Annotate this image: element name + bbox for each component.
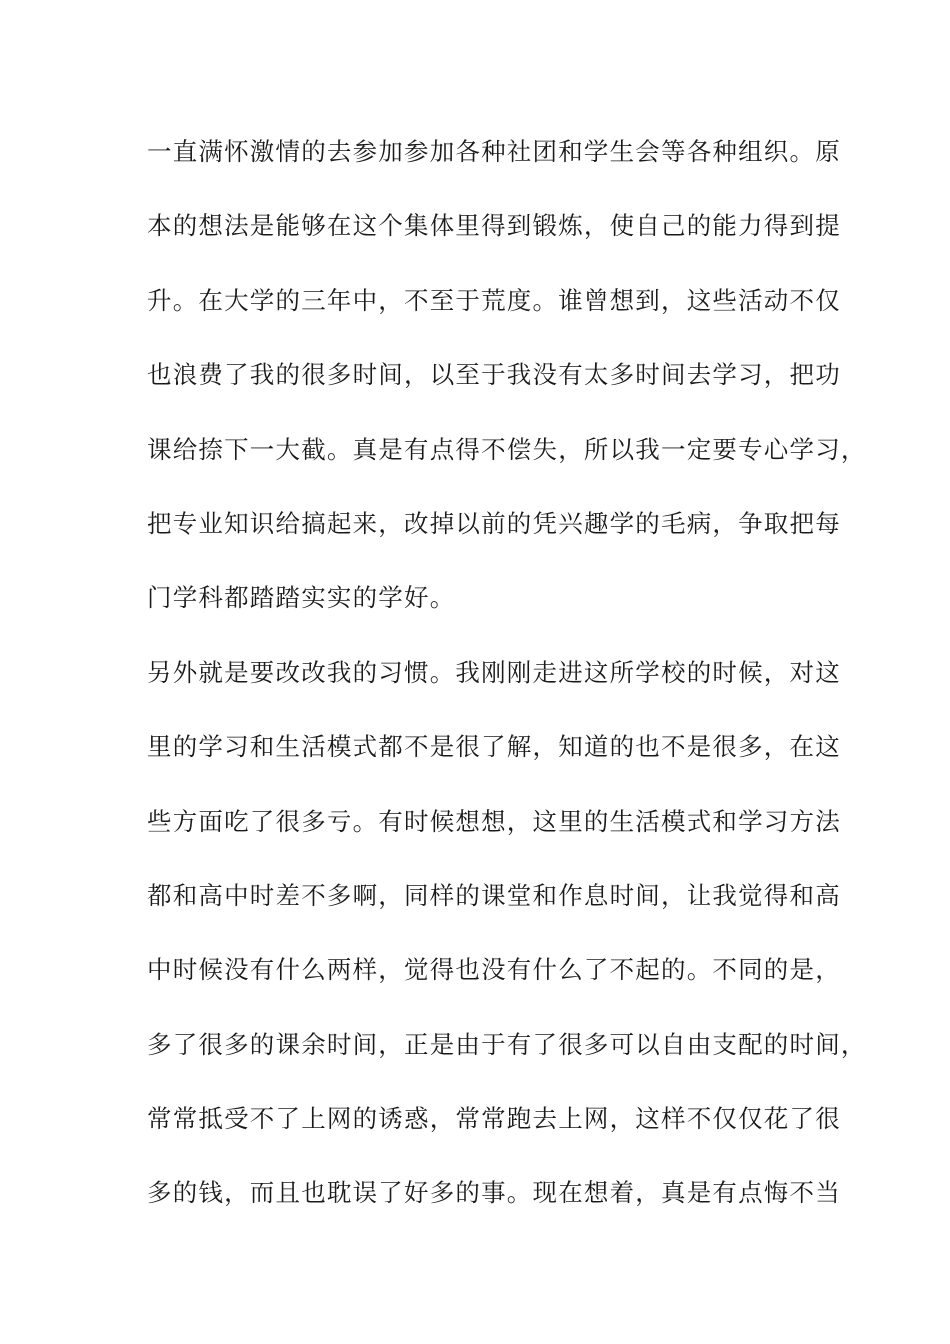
text-line: 也浪费了我的很多时间，以至于我没有太多时间去学习，把功: [147, 360, 841, 390]
text-line: 另外就是要改改我的习惯。我刚刚走进这所学校的时候，对这: [147, 657, 841, 687]
text-line: 些方面吃了很多亏。有时候想想，这里的生活模式和学习方法: [147, 806, 841, 836]
text-line: 一直满怀激情的去参加参加各种社团和学生会等各种组织。原: [147, 137, 841, 166]
text-line: 门学科都踏踏实实的学好。: [147, 583, 456, 613]
text-line: 多的钱，而且也耽误了好多的事。现在想着，真是有点悔不当: [147, 1178, 841, 1208]
text-line: 里的学习和生活模式都不是很了解，知道的也不是很多，在这: [147, 732, 841, 762]
text-line: 都和高中时差不多啊，同样的课堂和作息时间，让我觉得和高: [147, 880, 841, 910]
document-body: [147, 128, 867, 1244]
text-line: 中时候没有什么两样，觉得也没有什么了不起的。不同的是，: [147, 955, 841, 985]
text-line: 课给捺下一大截。真是有点得不偿失，所以我一定要专心学习，: [147, 434, 867, 464]
text-line: 升。在大学的三年中，不至于荒度。谁曾想到，这些活动不仅: [147, 285, 841, 315]
text-line: 常常抵受不了上网的诱惑，常常跑去上网，这样不仅仅花了很: [147, 1104, 841, 1134]
text-line: 把专业知识给搞起来，改掉以前的凭兴趣学的毛病，争取把每: [147, 508, 841, 538]
text-line: 多了很多的课余时间，正是由于有了很多可以自由支配的时间，: [147, 1029, 867, 1059]
text-line: 本的想法是能够在这个集体里得到锻炼，使自己的能力得到提: [147, 211, 841, 241]
